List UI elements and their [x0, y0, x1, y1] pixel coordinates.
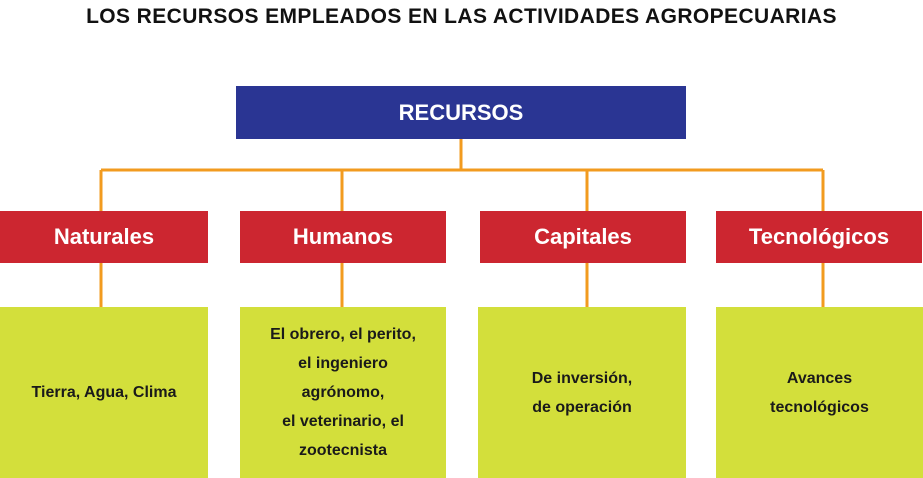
category-label: Naturales [53, 224, 155, 249]
category-node-tecnologicos [716, 211, 922, 263]
detail-text: Avances tecnológicos [770, 369, 869, 416]
category-node-capitales [480, 211, 686, 263]
category-label: Tecnológicos [748, 224, 890, 249]
detail-text: De inversión, de operación [531, 369, 633, 416]
root-node-label: RECURSOS [398, 99, 524, 125]
detail-node-capitales [478, 307, 686, 478]
category-label: Capitales [534, 224, 632, 249]
detail-node-humanos [240, 307, 446, 478]
category-label: Humanos [292, 224, 394, 249]
detail-text: Tierra, Agua, Clima [31, 384, 177, 401]
detail-text: El obrero, el perito, el ingeniero agrónomo, el veterinario, el zootecnista [270, 326, 416, 459]
category-node-humanos [240, 211, 446, 263]
root-node-recursos [236, 86, 686, 139]
detail-node-tecnologicos [716, 307, 923, 478]
category-node-naturales [0, 211, 208, 263]
detail-node-naturales [0, 307, 208, 478]
page-title: LOS RECURSOS EMPLEADOS EN LAS ACTIVIDADES AGROPECUARIAS [86, 5, 837, 28]
